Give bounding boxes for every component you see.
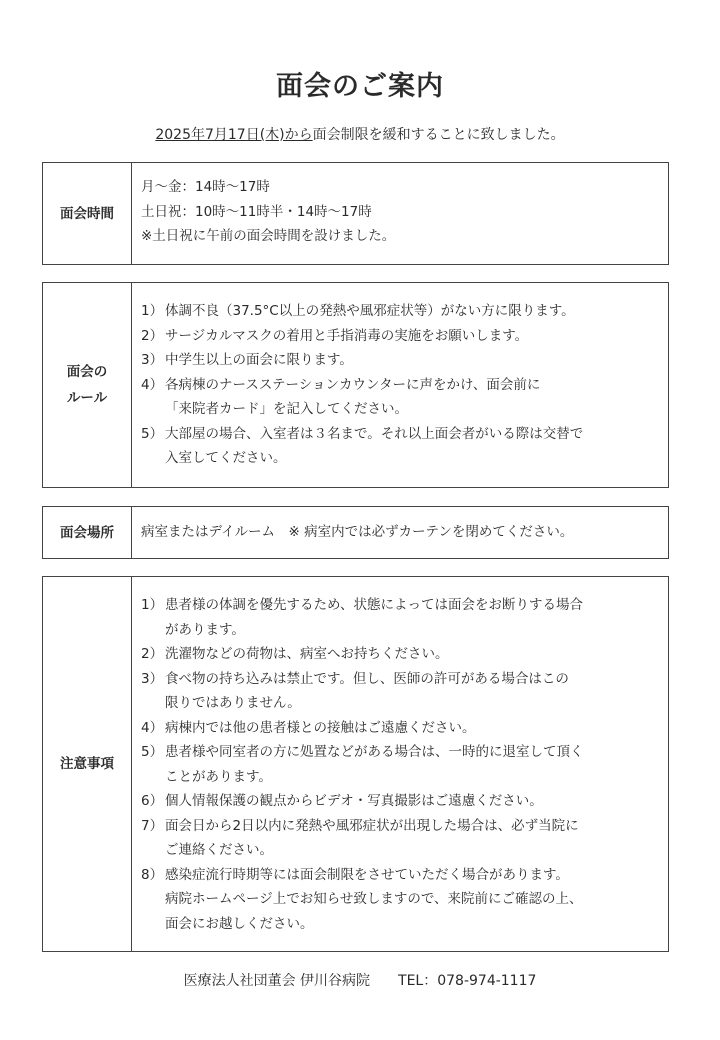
footer (0, 970, 720, 990)
note-item: 6） 個人情報保護の観点からビデオ・写真撮影はご遠慮ください。 (141, 793, 543, 809)
hours-content (132, 163, 668, 264)
page-title: 面会のご案内 (276, 71, 444, 102)
hours-label: 面会時間 (43, 163, 132, 264)
hours-section (42, 162, 669, 265)
hours-line: 土日祝：10時～11時半・14時～17時 (141, 203, 372, 220)
note-item: 8） 感染症流行時期等には面会制限をさせていただく場合があります。 病院ホームページ上でお知らせ致しますので、来院前にご確認の上、 面会にお越しください。 (141, 866, 583, 932)
rule-item: 1） 体調不良（37.5°C以上の発熱や風邪症状等）がない方に限ります。 (141, 303, 575, 319)
hours-line: 月～金：14時～17時 (141, 179, 270, 195)
place-content (132, 507, 668, 558)
notes-content (132, 577, 668, 951)
rule-item: 4） 各病棟のナースステーションカウンターに声をかけ、面会前に 「来院者カード」を記入してください。 (141, 376, 541, 417)
rule-item: 2） サージカルマスクの着用と手指消毒の実施をお願いします。 (141, 327, 529, 344)
place-section (42, 506, 669, 559)
note-item: 4） 病棟内では他の患者様との接触はご遠慮ください。 (141, 719, 476, 736)
subtitle (0, 124, 720, 144)
note-item: 3） 食べ物の持ち込みは禁止です。但し、医師の許可がある場合はこの 限りではありません。 (141, 670, 569, 711)
subtitle-date: 2025年7月17日(木)から (155, 127, 313, 143)
note-item: 2） 洗濯物などの荷物は、病室へお持ちください。 (141, 646, 449, 662)
footer-tel: TEL：078-974-1117 (398, 973, 537, 989)
rules-label: 面会の ルール (43, 283, 132, 487)
rules-section (42, 282, 669, 488)
note-item: 5） 患者様や同室者の方に処置などがある場合は、一時的に退室して頂く ことがあります。 (141, 744, 584, 785)
hours-line: ※土日祝に午前の面会時間を設けました。 (141, 228, 396, 244)
subtitle-text: 面会制限を緩和することに致しました。 (312, 127, 565, 143)
notes-label: 注意事項 (43, 577, 132, 951)
rule-item: 5） 大部屋の場合、入室者は３名まで。それ以上面会者がいる際は交替で 入室してください。 (141, 425, 584, 466)
footer-org: 医療法人社団董会 伊川谷病院 (183, 973, 371, 989)
notes-section (42, 576, 669, 952)
place-text: 病室またはデイルーム ※ 病室内では必ずカーテンを閉めてください。 (141, 524, 574, 541)
rules-content (132, 283, 668, 487)
note-item: 7） 面会日から2日以内に発熱や風邪症状が出現した場合は、必ず当院に ご連絡ください。 (141, 817, 579, 858)
note-item: 1） 患者様の体調を優先するため、状態によっては面会をお断りする場合 があります。 (141, 597, 583, 638)
place-label: 面会場所 (43, 507, 132, 558)
rule-item: 3） 中学生以上の面会に限ります。 (141, 352, 353, 368)
